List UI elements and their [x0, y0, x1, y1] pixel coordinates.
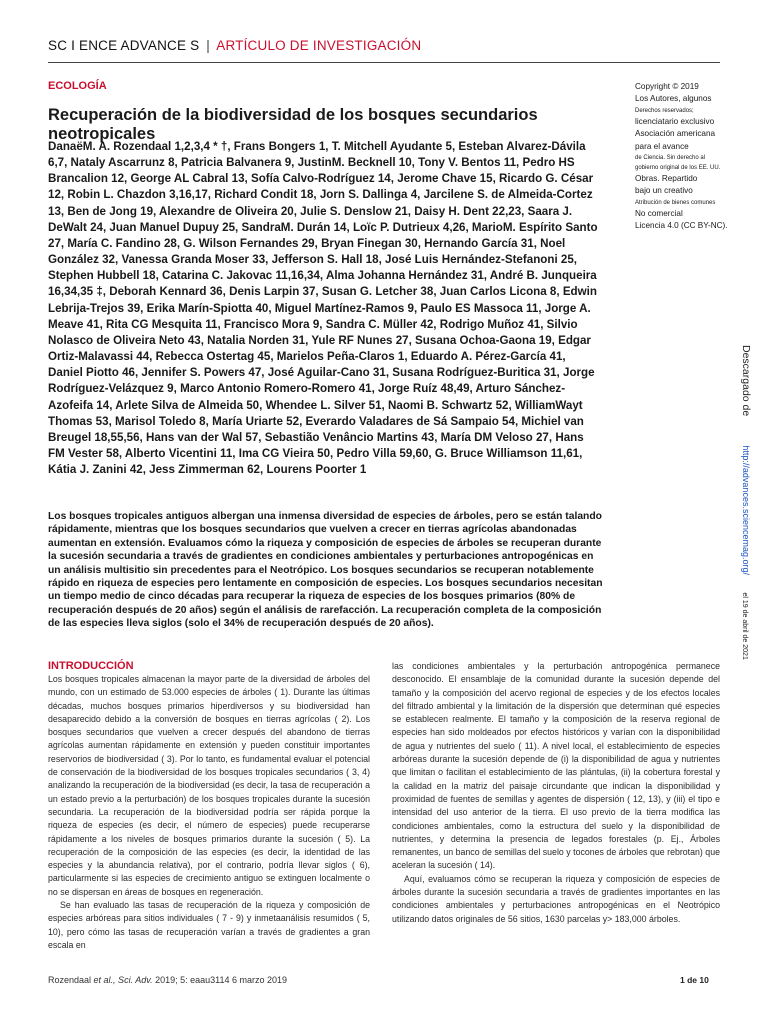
download-url-link[interactable]: http://advances.sciencemag.org/: [741, 445, 751, 575]
intro-paragraph-3: las condiciones ambientales y la perturbación antropogénica permanece desconocido. El ensamblaje de la comunidad durante la sucesión depende del tamaño y la composición del acervo regional de especies y de los efectos locales del filtrado ambiental y la limitación de la dispersión que determinan qué especies se establecen realmente. El tamaño y la composición de la reserva regional de especies han sido moldeados por efectos históricos y varían con la disponibilidad de agua y nutrientes del suelo ( 11). A nivel local, el establecimiento de especies arbóreas durante la sucesión depende de (i) la disponibilidad de agua y nutrientes que limitan o facilitan el establecimiento de las plántulas, (ii) la cobertura forestal y la calidad en la matriz del paisaje circundante que indican la disponibilidad y proximidad de fuentes de semillas y agentes de dispersión ( 12, 13), y (iii) el tipo e intensidad del uso anterior de la tierra. El uso previo de la tierra modifica las condiciones ambientales, como la estructura del suelo y la disponibilidad de nutrientes, y determina la presencia de legados forestales (p. Ej., Árboles remanentes, un banco de semillas del suelo y tocones de árboles que rebrotan) que aceleran la sucesión ( 14).: [392, 661, 720, 871]
author-list: DanaëM. A. Rozendaal 1,2,3,4 * †, Frans Bongers 1, T. Mitchell Ayudante 5, Esteban Alvarez-Dávila 6,7, Nataly Ascarrunz 8, Patricia Balvanera 9, JustinM. Becknell 10, Tony V. Bentos 11, Pedro HS Brancalion 12, George AL Cabral 13, Sofía Calvo-Rodríguez 14, Jerome Chave 15, Ricardo G. César 12, Robin L. Chazdon 3,16,17, Richard Condit 18, Jorn S. Dallinga 4, Jarcilene S. de Almeida-Cortez 13, Ben de Jong 19, Alexandre de Oliveira 20, Julie S. Denslow 21, Daisy H. Dent 22,23, Saara J. DeWalt 24, Juan Manuel Dupuy 25, SandraM. Durán 14, Loïc P. Dutrieux 4,26, MarioM. Espírito Santo 27, María C. Fandino 28, G. Wilson Fernandes 29, Bryan Finegan 30, Hernando García 31, Noel González 32, Vanessa Granda Moser 33, Jefferson S. Hall 18, José Luis Hernández-Stefanoni 25, Stephen Hubbell 18, Catarina C. Jakovac 11,16,34, Alma Johanna Hernández 31, André B. Junqueira 16,34,35 ‡, Deborah Kennard 36, Denis Larpin 37, Susan G. Letcher 38, Juan Carlos Licona 8, Edwin Lebrija-Trejos 39, Erika Marín-Spiotta 40, Miguel Martínez-Ramos 9, Paulo ES Massoca 11, Jorge A. Meave 41, Rita CG Mesquita 11, Francisco Mora 9, Sandra C. Müller 42, Rodrigo Muñoz 41, Silvio Nolasco de Oliveira Neto 43, Natalia Norden 31, Yule RF Nunes 27, Susana Ochoa-Gaona 19, Edgar Ortiz-Malavassi 44, Rebecca Ostertag 45, Marielos Peña-Claros 1, Eduardo A. Pérez-García 41, Daniel Piotto 46, Jennifer S. Powers 47, José Aguilar-Cano 31, Susana Rodríguez-Buritica 31, Jorge Rodríguez-Velázquez 9, Marco Antonio Romero-Romero 41, Jorge Ruíz 48,49, Arturo Sánchez-Azofeifa 14, Arlete Silva de Almeida 50, Whendee L. Silver 51, Naomi B. Schwartz 52, WilliamWayt Thomas 53, Marisol Toledo 8, María Uriarte 52, Everardo Valadares de Sá Sampaio 54, Michiel van Breugel 18,55,56, Hans van der Wal 57, Sebastião Venâncio Martins 43, María DM Veloso 27, Hans FM Vester 58, Alberto Vicentini 11, Ima CG Vieira 50, Pedro Villa 59,60, G. Bruce Williamson 11,61, Kátia J. Zanini 42, Jess Zimmerman 62, Lourens Poorter 1: [48, 140, 598, 477]
body-column-right: [392, 660, 720, 926]
article-title: Recuperación de la biodiversidad de los bosques secundarios neotropicales: [48, 106, 538, 143]
copyright-advance: para el avance: [635, 141, 689, 151]
download-label: Descargado de: [740, 345, 752, 417]
copyright-under: bajo un creativo: [635, 186, 693, 196]
copyright-sidebar: [635, 81, 760, 233]
copyright-works: Obras. Repartido: [635, 174, 698, 184]
abstract: Los bosques tropicales antiguos albergan una inmensa diversidad de especies de árboles, pero se están talando rápidamente, mientras que los bosques secundarios que vuelven a crecer en tierras agrícolas abandonadas aumentan en extensión. Evaluamos cómo la riqueza y composición de especies de árboles se recuperan durante la sucesión secundaria a través de gradientes en condiciones ambientales y perturbaciones antropogénicas en un análisis multisitio sin precedentes para el Neotrópico. Los bosques secundarios se recuperan notablemente rápido en riqueza de especies pero lentamente en composición de especies. Los bosques secundarios necesitan un tiempo medio de cinco décadas para recuperar la riqueza de especies de los bosques primarios (80% de recuperación después de 20 años) según el análisis de rarefacción. La recuperación completa de la composición de las especies lleva siglos (solo el 34% de recuperación después de 20 años).: [48, 511, 603, 630]
intro-paragraph-4: Aquí, evaluamos cómo se recuperan la riqueza y composición de especies de árboles durante la sucesión secundaria a través de gradientes importantes en las condiciones ambientales y perturbaciones antropogénicas en el Neotrópico utilizando datos originales de 56 sitios, 1630 parcelas y> 183,000 árboles.: [392, 873, 720, 924]
journal-name: SC I ENCE ADVANCE S: [48, 38, 200, 53]
section-label: ECOLOGÍA: [48, 80, 107, 92]
copyright-line: Copyright © 2019: [635, 82, 699, 91]
copyright-gov: gobierno original de los EE. UU.: [635, 165, 721, 172]
article-type: ARTÍCULO DE INVESTIGACIÓN: [216, 38, 422, 53]
copyright-rights: Derechos reservados;: [635, 107, 694, 114]
citation-footer: [48, 975, 287, 985]
footer-author: Rozendaal: [48, 975, 92, 985]
copyright-license: Licencia 4.0 (CC BY-NC).: [635, 221, 728, 231]
footer-etal: et al., Sci. Adv.: [93, 975, 153, 985]
page-number: 1 de 10: [680, 975, 709, 985]
copyright-noncommercial: No comercial: [635, 208, 683, 218]
intro-paragraph-1: Los bosques tropicales almacenan la mayor parte de la diversidad de árboles del mundo, con un estimado de 53.000 especies de árboles ( 1). Durante las últimas décadas, muchos bosques primarios hiperdiversos y su biodiversidad han desaparecido debido a la conversión de bosques en tierras agrícolas ( 2). Los bosques secundarios que vuelven a crecer después del abandono de tierras agrícolas aumentan rápidamente en extensión y pueden constituir importantes reservorios de biodiversidad ( 3). Por lo tanto, es fundamental evaluar el potencial de conservación de la biodiversidad de los bosques tropicales secundarios ( 3, 4) analizando la recuperación de la biodiversidad (es decir, la tasa de recuperación a un estado previo a la perturbación) de los bosques tropicales durante la sucesión secundaria. La recuperación de la biodiversidad podría ser rápida porque la riqueza de especies (es decir, el número de especies) puede recuperarse rápidamente a los niveles de bosques primarios durante la sucesión ( 5). La recuperación de la composición de las especies (es decir, la identidad de las especies y la abundancia relativa), por el contrario, podría llevar siglos ( 6), particularmente si las especies de crecimiento antiguo se extinguen localmente o no se dispersan en áreas de bosques en regeneración.: [48, 674, 370, 897]
journal-header: [48, 38, 421, 53]
copyright-science: de Ciencia. Sin derecho al: [635, 155, 706, 162]
header-rule: [48, 62, 720, 63]
body-column-left: [48, 673, 370, 952]
download-note: [740, 345, 754, 685]
copyright-licensee: licenciatario exclusivo: [635, 116, 715, 126]
intro-paragraph-2: Se han evaluado las tasas de recuperación de la riqueza y composición de especies arbóreas para sitios individuales ( 7 - 9) y inmetaanálisis resumidos ( 5, 10), pero cómo las tasas de recuperación varían a través de gradientes a gran escala en: [48, 900, 370, 950]
footer-citation: 2019; 5: eaau3114 6 marzo 2019: [155, 975, 288, 985]
intro-heading: INTRODUCCIÓN: [48, 660, 134, 672]
download-date: el 19 de abril de 2021: [741, 592, 748, 660]
copyright-association: Asociación americana: [635, 129, 716, 139]
copyright-authors: Los Autores, algunos: [635, 94, 712, 104]
copyright-attribution: Atribución de bienes comunes: [635, 199, 716, 206]
header-separator: |: [206, 38, 211, 53]
